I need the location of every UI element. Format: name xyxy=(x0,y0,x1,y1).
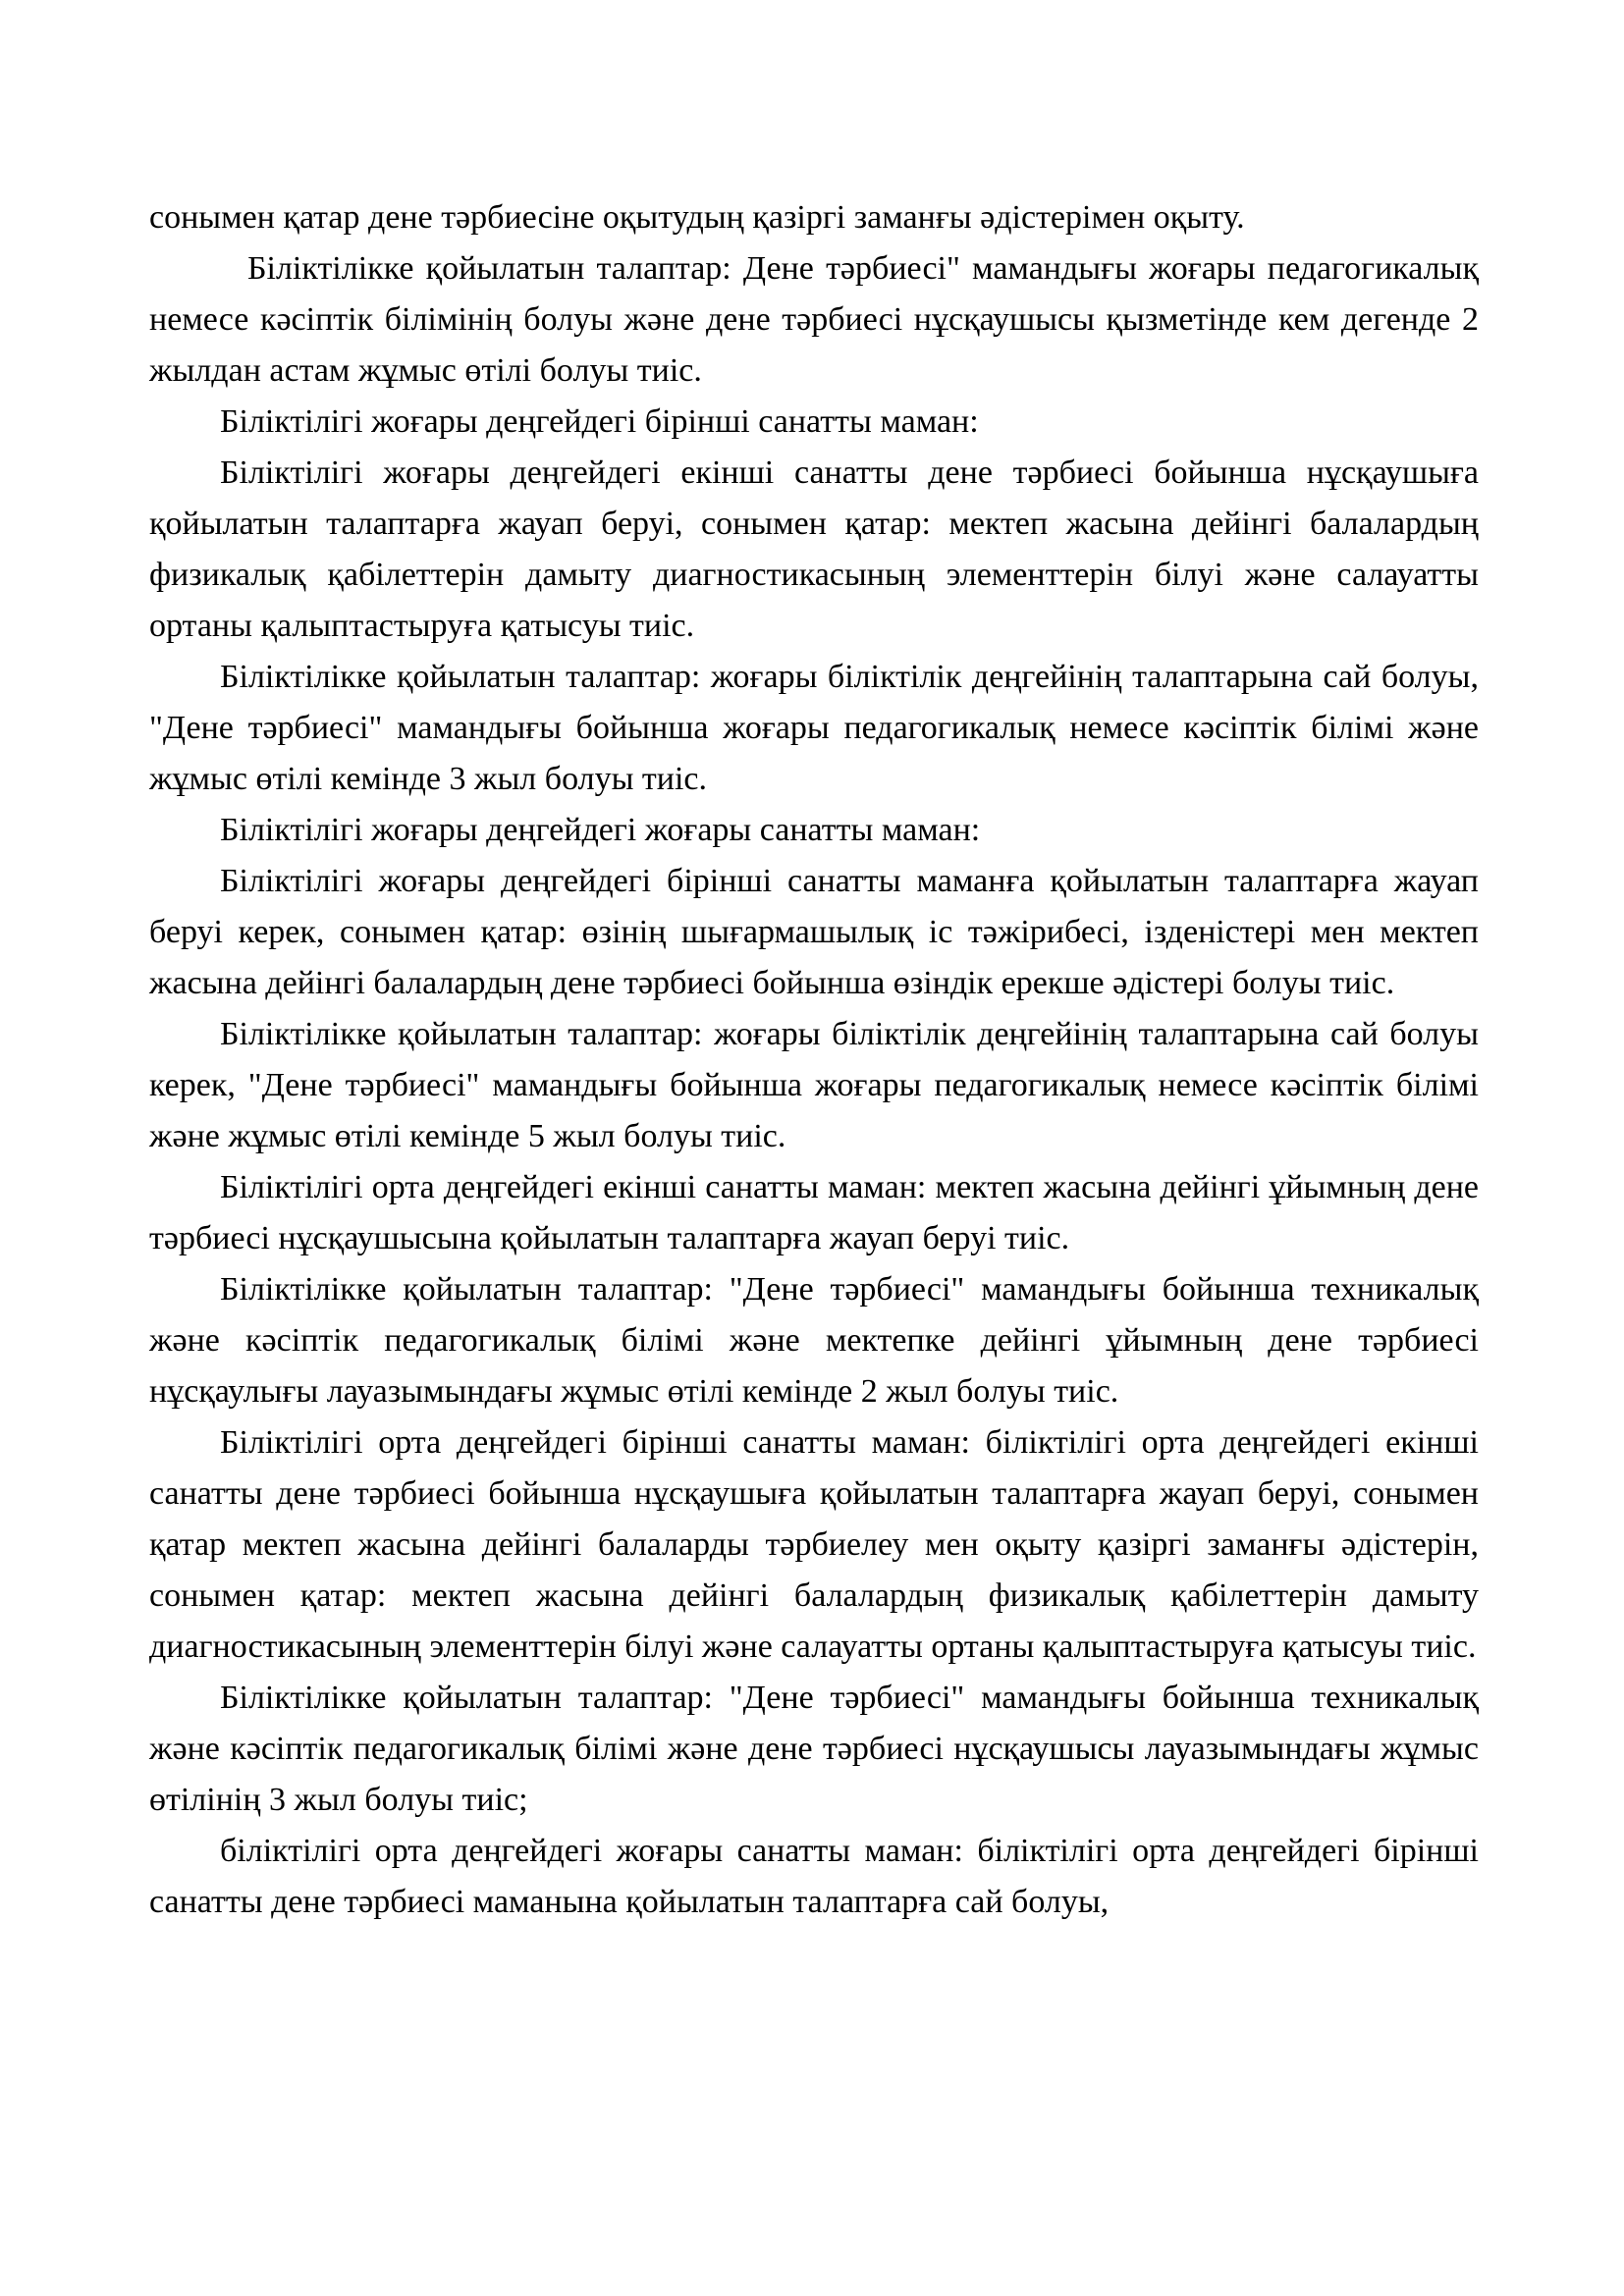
paragraph-middle-highest-category: біліктілігі орта деңгейдегі жоғары санатты маман: біліктілігі орта деңгейдегі бірінші санатты дене тәрбиесі маманына қойылатын талаптарға сай болуы, xyxy=(149,1833,1479,1920)
paragraph-high-highest-category-heading: Біліктілігі жоғары деңгейдегі жоғары санатты маман: xyxy=(220,812,981,848)
paragraph-requirements-5-years: Біліктілікке қойылатын талаптар: жоғары біліктілік деңгейінің талаптарына сай болуы керек, "Дене тәрбиесі" мамандығы бойынша жоғары педагогикалық немесе кәсіптік білімі және жұмыс өтілі кемінде 5 жыл болуы тиіс. xyxy=(149,1016,1479,1154)
paragraph-middle-second-category: Біліктілігі орта деңгейдегі екінші санатты маман: мектеп жасына дейінгі ұйымның дене тәрбиесі нұсқаушысына қойылатын талаптарға жауап беруі тиіс. xyxy=(149,1169,1479,1256)
document-text-block xyxy=(149,192,1479,1928)
paragraph-requirements-3-years: Біліктілікке қойылатын талаптар: жоғары біліктілік деңгейінің талаптарына сай болуы, "Дене тәрбиесі" мамандығы бойынша жоғары педагогикалық немесе кәсіптік білімі және жұмыс өтілі кемінде 3 жыл болуы тиіс. xyxy=(149,659,1479,797)
paragraph-requirements-high: Біліктілікке қойылатын талаптар: Дене тәрбиесі" мамандығы жоғары педагогикалық немесе кәсіптік білімінің болуы және дене тәрбиесі нұсқаушысы қызметінде кем дегенде 2 жылдан астам жұмыс өтілі болуы тиіс. xyxy=(149,250,1479,389)
paragraph-high-first-category: Біліктілігі жоғары деңгейдегі бірінші санатты маманға қойылатын талаптарға жауап беруі керек, сонымен қатар: өзінің шығармашылық іс тәжірибесі, ізденістері мен мектеп жасына дейінгі балалардың дене тәрбиесі бойынша өзіндік ерекше әдістері болуы тиіс. xyxy=(149,863,1479,1001)
paragraph-high-second-category: Біліктілігі жоғары деңгейдегі екінші санатты дене тәрбиесі бойынша нұсқаушыға қойылатын талаптарға жауап беруі, сонымен қатар: мектеп жасына дейінгі балалардың физикалық қабілеттерін дамыту диагностикасының элементтерін білуі және салауатты ортаны қалыптастыруға қатысуы тиіс. xyxy=(149,454,1479,644)
paragraph-high-first-category-heading: Біліктілігі жоғары деңгейдегі бірінші санатты маман: xyxy=(220,403,979,440)
paragraph-continuation: сонымен қатар дене тәрбиесіне оқытудың қазіргі заманғы әдістерімен оқыту. xyxy=(149,199,1245,236)
paragraph-requirements-3-years-technical: Біліктілікке қойылатын талаптар: "Дене тәрбиесі" мамандығы бойынша техникалық және кәсіптік педагогикалық білімі және дене тәрбиесі нұсқаушысы лауазымындағы жұмыс өтілінің 3 жыл болуы тиіс; xyxy=(149,1680,1479,1818)
paragraph-requirements-2-years: Біліктілікке қойылатын талаптар: "Дене тәрбиесі" мамандығы бойынша техникалық және кәсіптік педагогикалық білімі және мектепке дейінгі ұйымның дене тәрбиесі нұсқаулығы лауазымындағы жұмыс өтілі кемінде 2 жыл болуы тиіс. xyxy=(149,1271,1479,1410)
paragraph-middle-first-category: Біліктілігі орта деңгейдегі бірінші санатты маман: біліктілігі орта деңгейдегі екінші санатты дене тәрбиесі бойынша нұсқаушыға қойылатын талаптарға жауап беруі, сонымен қатар мектеп жасына дейінгі балаларды тәрбиелеу мен оқыту қазіргі заманғы әдістерін, сонымен қатар: мектеп жасына дейінгі балалардың физикалық қабілеттерін дамыту диагностикасының элементтерін білуі және салауатты ортаны қалыптастыруға қатысуы тиіс. xyxy=(149,1424,1479,1665)
